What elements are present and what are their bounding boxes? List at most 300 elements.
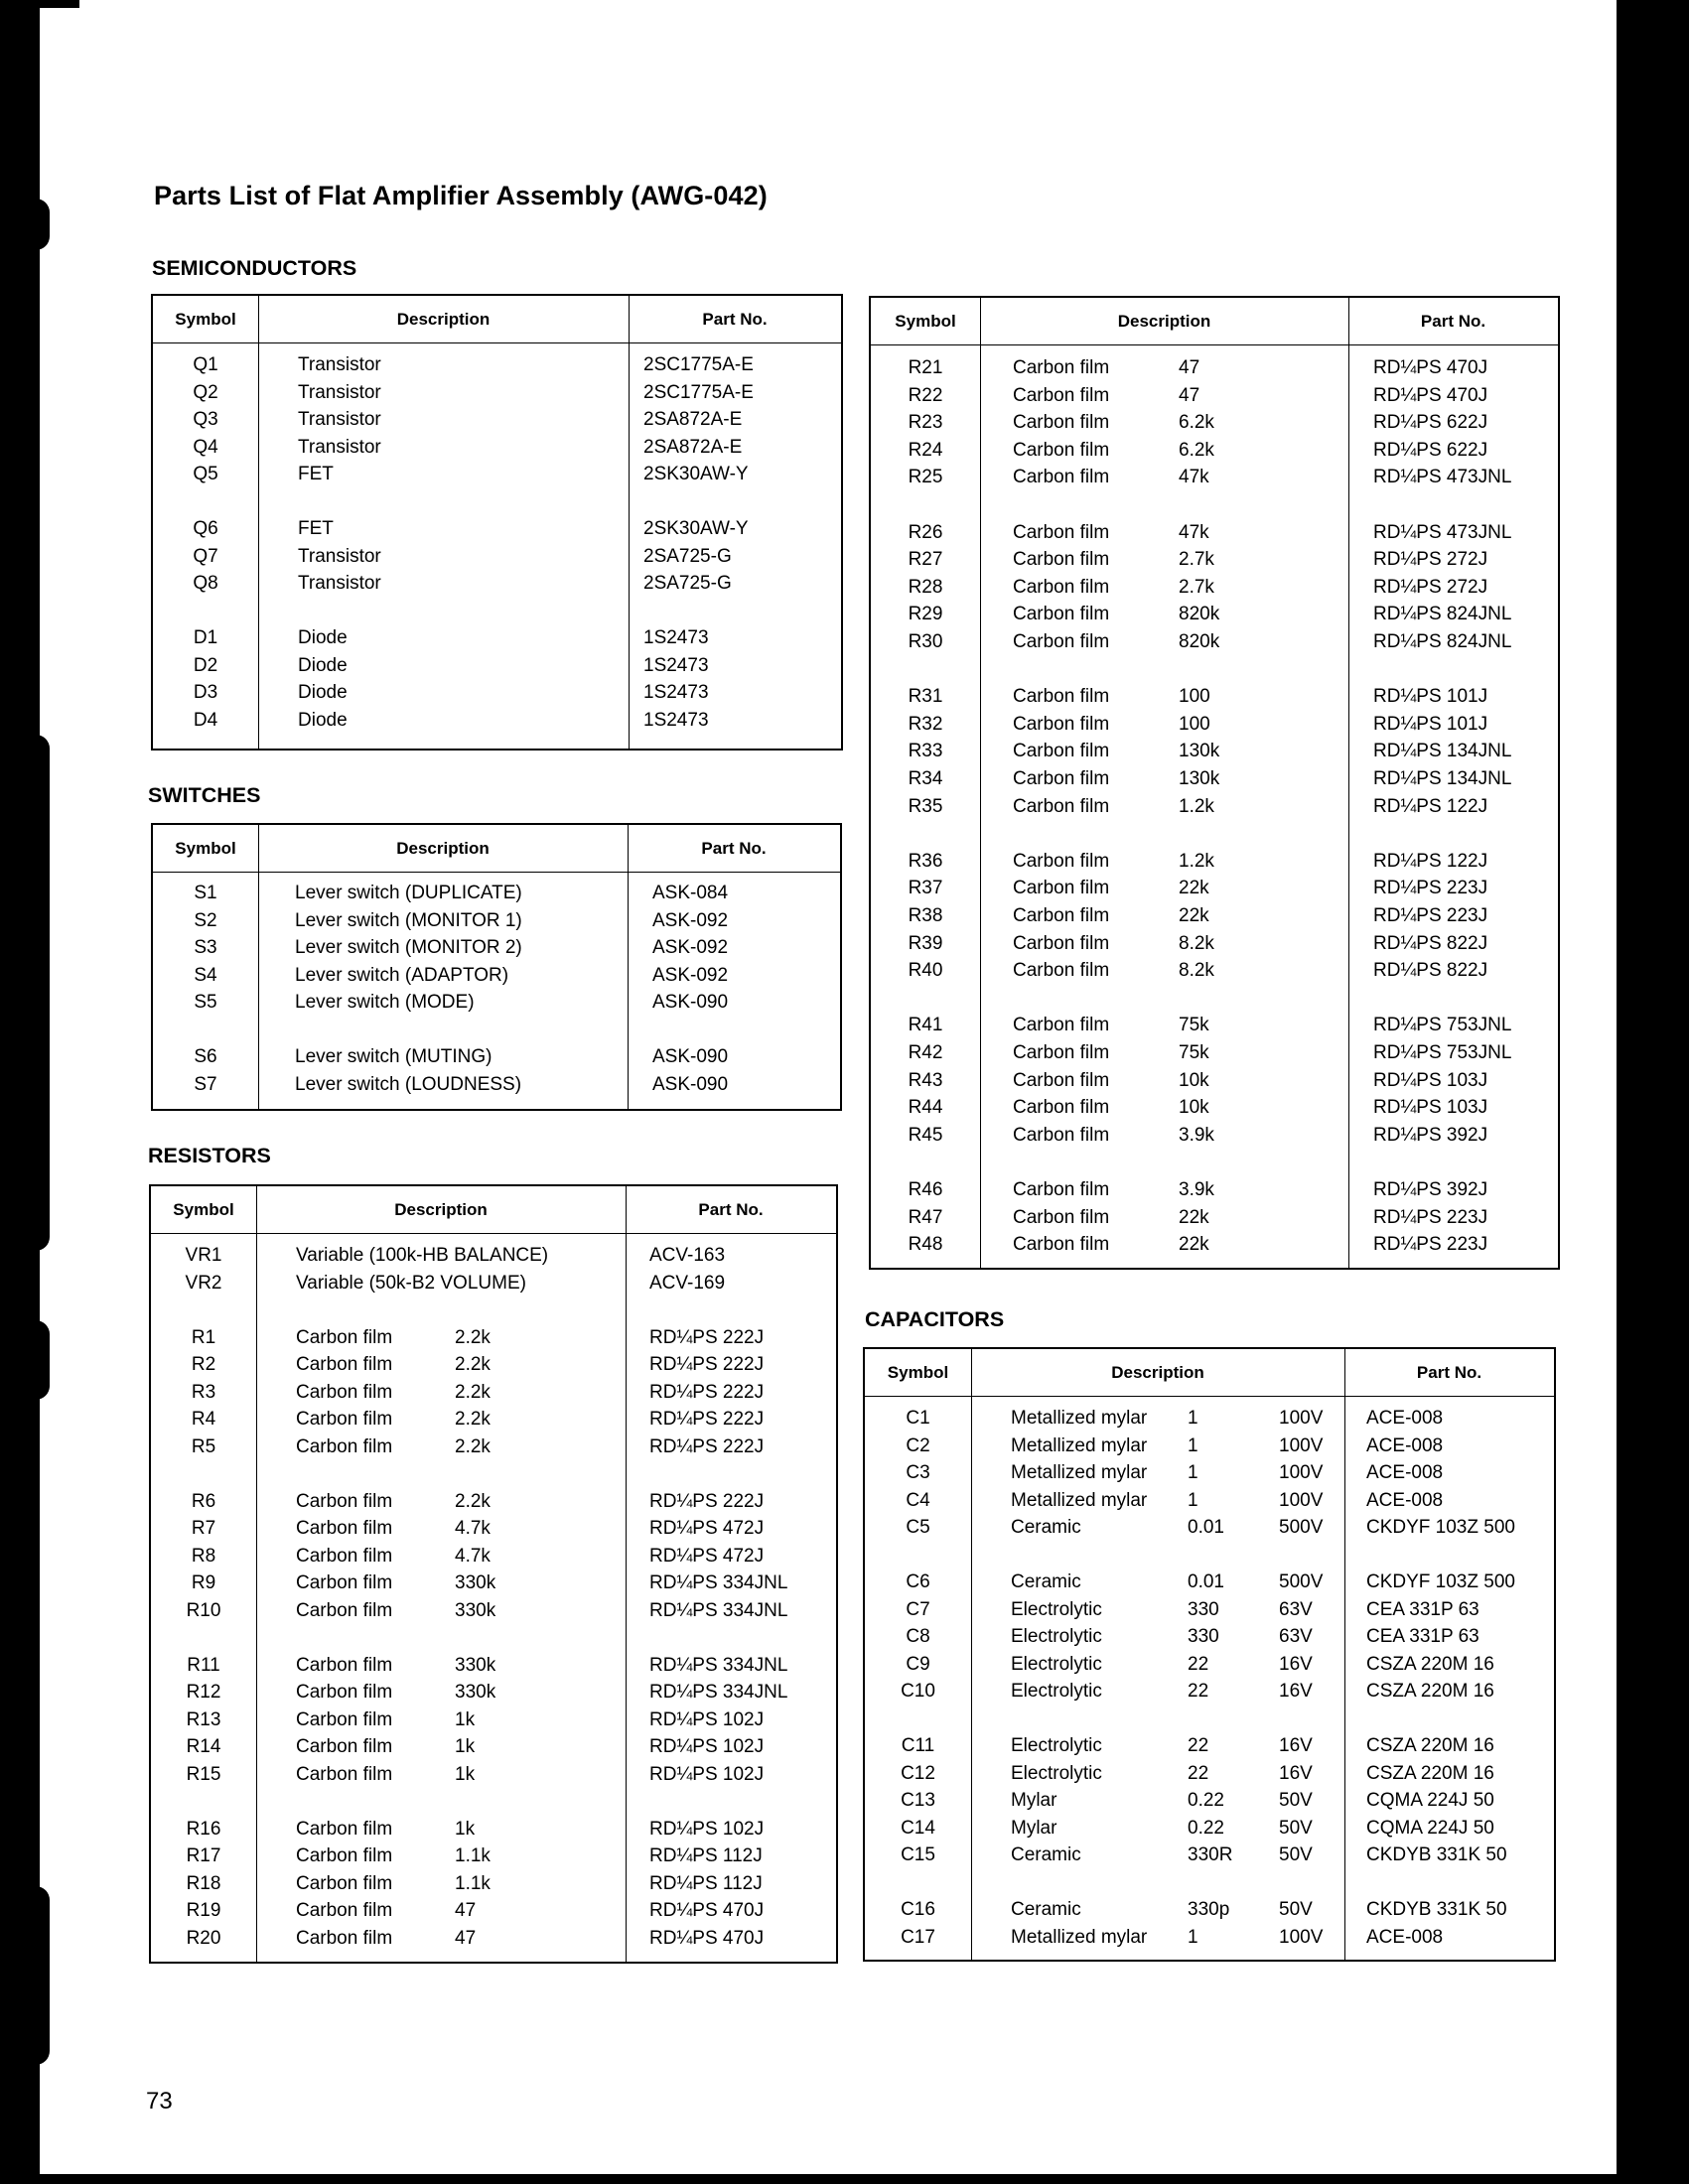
row-description: Carbon film — [296, 1845, 393, 1866]
table-row — [871, 574, 1558, 602]
row-value: 47k — [1179, 467, 1209, 488]
row-part-no: 2SA725-G — [643, 573, 732, 594]
table-row — [151, 1843, 836, 1870]
scan-edge-bottom — [0, 2174, 1689, 2184]
row-part-no: ASK-090 — [652, 992, 729, 1013]
row-symbol: R28 — [908, 576, 943, 598]
row-description: Lever switch (MONITOR 2) — [295, 937, 522, 958]
row-symbol: VR1 — [185, 1245, 222, 1266]
row-part-no: ACE-008 — [1366, 1434, 1444, 1456]
row-description: Carbon film — [296, 1736, 393, 1757]
row-description: Lever switch (LOUDNESS) — [295, 1073, 522, 1095]
table-row — [153, 406, 841, 434]
row-description: Carbon film — [296, 1872, 393, 1894]
table-row — [871, 409, 1558, 437]
row-symbol: C13 — [901, 1790, 935, 1811]
row-value: 330k — [455, 1599, 496, 1621]
table-row — [153, 907, 840, 935]
column-header-description: Description — [1117, 312, 1211, 331]
row-value: 2.7k — [1179, 576, 1214, 598]
table-row — [871, 1176, 1558, 1204]
row-symbol: R47 — [908, 1206, 943, 1228]
table-row — [871, 793, 1558, 821]
table-row — [153, 707, 841, 735]
row-part-no: ASK-092 — [652, 937, 729, 958]
row-description: Lever switch (DUPLICATE) — [295, 883, 522, 903]
row-part-no: RD¼PS 222J — [649, 1354, 765, 1375]
row-symbol: Q3 — [193, 409, 218, 430]
row-part-no: RD¼PS 272J — [1373, 576, 1488, 598]
row-value: 130k — [1179, 741, 1220, 762]
row-description: Carbon film — [1013, 1179, 1110, 1200]
table-row — [865, 1842, 1554, 1869]
row-part-no: RD¼PS 470J — [1373, 357, 1488, 378]
row-symbol: R17 — [186, 1845, 221, 1866]
column-header-part-no: Part No. — [701, 839, 767, 858]
row-voltage: 500V — [1279, 1571, 1324, 1592]
row-value: 330k — [455, 1572, 496, 1593]
row-value: 2.7k — [1179, 549, 1214, 571]
row-part-no: RD¼PS 122J — [1373, 850, 1488, 872]
row-value: 330 — [1188, 1598, 1219, 1620]
row-description: Variable (100k-HB BALANCE) — [296, 1245, 549, 1266]
row-symbol: R42 — [908, 1042, 943, 1063]
table-row — [153, 934, 840, 962]
row-description: Carbon film — [296, 1518, 393, 1539]
row-value: 820k — [1179, 604, 1220, 625]
row-symbol: R26 — [908, 521, 943, 543]
row-value: 75k — [1179, 1015, 1209, 1036]
row-part-no: 2SC1775A-E — [643, 381, 754, 403]
table-row — [871, 875, 1558, 902]
row-part-no: CKDYF 103Z 500 — [1366, 1517, 1515, 1538]
row-part-no: ASK-084 — [652, 883, 729, 903]
row-description: Ceramic — [1011, 1844, 1081, 1865]
row-value: 2.2k — [455, 1381, 491, 1403]
row-value: 0.22 — [1188, 1790, 1224, 1811]
row-voltage: 100V — [1279, 1926, 1324, 1948]
row-part-no: ASK-092 — [652, 909, 729, 931]
row-part-no: RD¼PS 822J — [1373, 932, 1488, 954]
row-symbol: R43 — [908, 1069, 943, 1091]
row-description: Metallized mylar — [1011, 1408, 1148, 1429]
row-value: 22 — [1188, 1653, 1209, 1675]
table-row — [151, 1488, 836, 1516]
table-row — [871, 546, 1558, 574]
row-value: 10k — [1179, 1069, 1209, 1091]
row-description: Metallized mylar — [1011, 1489, 1148, 1511]
row-description: Metallized mylar — [1011, 1462, 1148, 1483]
row-symbol: R22 — [908, 384, 943, 406]
row-part-no: ACE-008 — [1366, 1489, 1444, 1511]
row-description: Carbon film — [296, 1818, 393, 1840]
row-value: 4.7k — [455, 1545, 491, 1567]
row-description: Transistor — [298, 436, 381, 458]
row-value: 22 — [1188, 1735, 1209, 1756]
row-part-no: RD¼PS 473JNL — [1373, 467, 1512, 488]
row-symbol: R41 — [908, 1015, 943, 1036]
row-value: 820k — [1179, 631, 1220, 652]
row-symbol: S1 — [194, 883, 217, 903]
row-description: Carbon film — [1013, 850, 1110, 872]
row-value: 1 — [1188, 1408, 1198, 1429]
row-description: Ceramic — [1011, 1571, 1081, 1592]
row-symbol: S6 — [194, 1046, 217, 1067]
row-voltage: 16V — [1279, 1653, 1313, 1675]
row-value: 0.01 — [1188, 1517, 1224, 1538]
row-value: 2.2k — [455, 1326, 491, 1348]
row-symbol: R16 — [186, 1818, 221, 1840]
row-symbol: C8 — [906, 1626, 930, 1647]
row-part-no: RD¼PS 222J — [649, 1326, 765, 1348]
row-description: Electrolytic — [1011, 1598, 1102, 1620]
row-symbol: R36 — [908, 850, 943, 872]
table-row — [865, 1569, 1554, 1596]
row-value: 1.1k — [455, 1845, 491, 1866]
row-symbol: R1 — [191, 1326, 216, 1348]
row-symbol: R46 — [908, 1179, 943, 1200]
row-value: 2.2k — [455, 1354, 491, 1375]
row-symbol: R11 — [187, 1654, 220, 1676]
table-row — [151, 1652, 836, 1680]
table-header — [153, 825, 840, 873]
row-symbol: Q7 — [193, 545, 218, 567]
table-header — [151, 1186, 836, 1234]
table-row — [871, 848, 1558, 876]
table-row — [865, 1815, 1554, 1843]
table-row — [865, 1433, 1554, 1460]
table-row — [865, 1896, 1554, 1924]
row-description: FET — [298, 464, 334, 484]
row-symbol: D4 — [193, 709, 218, 731]
row-description: Carbon film — [1013, 521, 1110, 543]
table-row — [153, 434, 841, 462]
row-voltage: 50V — [1279, 1817, 1313, 1839]
row-part-no: RD¼PS 223J — [1373, 1206, 1488, 1228]
column-header-description: Description — [396, 310, 491, 329]
row-description: Carbon film — [296, 1381, 393, 1403]
row-value: 47k — [1179, 521, 1209, 543]
binding-edge — [30, 1886, 50, 2065]
row-part-no: RD¼PS 470J — [649, 1927, 765, 1949]
resistors-table-left — [149, 1184, 838, 1964]
row-part-no: RD¼PS 102J — [649, 1763, 765, 1785]
row-description: Ceramic — [1011, 1899, 1081, 1920]
row-part-no: RD¼PS 112J — [649, 1845, 763, 1866]
table-row — [151, 1897, 836, 1925]
row-part-no: ASK-092 — [652, 964, 729, 986]
row-description: Diode — [298, 682, 348, 703]
row-value: 22k — [1179, 905, 1209, 926]
row-symbol: C16 — [901, 1899, 935, 1920]
row-voltage: 50V — [1279, 1899, 1313, 1920]
row-description: Carbon film — [296, 1708, 393, 1730]
row-value: 1.2k — [1179, 850, 1214, 872]
table-row — [865, 1924, 1554, 1952]
row-symbol: R30 — [908, 631, 943, 652]
row-description: Carbon film — [296, 1545, 393, 1567]
row-symbol: R14 — [186, 1736, 221, 1757]
row-value: 1.2k — [1179, 795, 1214, 817]
table-row — [151, 1433, 836, 1461]
row-part-no: RD¼PS 102J — [649, 1708, 765, 1730]
table-row — [151, 1870, 836, 1898]
row-symbol: R37 — [908, 878, 943, 899]
table-row — [865, 1487, 1554, 1515]
row-voltage: 100V — [1279, 1489, 1324, 1511]
row-symbol: Q4 — [193, 436, 218, 458]
row-description: Carbon film — [1013, 905, 1110, 926]
row-value: 2.2k — [455, 1409, 491, 1430]
row-part-no: CQMA 224J 50 — [1366, 1790, 1494, 1811]
row-description: Carbon film — [1013, 768, 1110, 789]
row-voltage: 100V — [1279, 1434, 1324, 1456]
row-symbol: R18 — [186, 1872, 221, 1894]
column-header-part-no: Part No. — [698, 1200, 764, 1219]
row-symbol: R24 — [908, 439, 943, 461]
table-row — [153, 515, 841, 543]
row-description: Lever switch (MODE) — [295, 992, 475, 1013]
row-part-no: RD¼PS 753JNL — [1373, 1042, 1512, 1063]
row-description: Diode — [298, 627, 348, 648]
row-description: Carbon film — [296, 1354, 393, 1375]
row-description: Diode — [298, 709, 348, 731]
table-row — [153, 624, 841, 652]
row-part-no: RD¼PS 222J — [649, 1435, 765, 1457]
row-voltage: 50V — [1279, 1790, 1313, 1811]
row-symbol: C12 — [901, 1762, 935, 1784]
table-row — [153, 570, 841, 598]
row-symbol: R45 — [908, 1124, 943, 1146]
row-part-no: ACV-163 — [649, 1245, 726, 1266]
scan-edge-top — [0, 0, 79, 8]
row-symbol: R15 — [186, 1763, 221, 1785]
row-description: Mylar — [1011, 1790, 1057, 1811]
row-symbol: R44 — [908, 1097, 943, 1119]
row-symbol: C10 — [901, 1681, 935, 1702]
row-description: Carbon film — [1013, 1097, 1110, 1119]
row-description: Carbon film — [1013, 1015, 1110, 1036]
row-part-no: 2SK30AW-Y — [643, 464, 749, 484]
table-row — [871, 683, 1558, 711]
table-row — [151, 1543, 836, 1570]
row-symbol: R34 — [908, 768, 943, 789]
row-part-no: ACE-008 — [1366, 1926, 1444, 1948]
row-description: Carbon film — [1013, 631, 1110, 652]
row-description: Carbon film — [296, 1435, 393, 1457]
row-symbol: C11 — [901, 1735, 935, 1756]
binding-hole — [30, 1320, 50, 1400]
row-part-no: RD¼PS 470J — [1373, 384, 1488, 406]
row-value: 130k — [1179, 768, 1220, 789]
row-part-no: RD¼PS 223J — [1373, 878, 1488, 899]
table-row — [153, 962, 840, 990]
row-description: Carbon film — [296, 1763, 393, 1785]
row-symbol: R23 — [908, 412, 943, 434]
row-description: Carbon film — [1013, 549, 1110, 571]
table-row — [151, 1597, 836, 1625]
row-description: Carbon film — [296, 1654, 393, 1676]
table-row — [153, 652, 841, 680]
row-description: Mylar — [1011, 1817, 1057, 1839]
row-value: 1k — [455, 1708, 476, 1730]
row-value: 100 — [1179, 686, 1210, 708]
row-voltage: 100V — [1279, 1462, 1324, 1483]
row-description: Carbon film — [1013, 960, 1110, 982]
row-description: Carbon film — [1013, 357, 1110, 378]
row-symbol: C6 — [906, 1571, 930, 1592]
table-row — [865, 1623, 1554, 1651]
row-description: Carbon film — [1013, 1069, 1110, 1091]
section-heading-semiconductors: SEMICONDUCTORS — [152, 256, 357, 280]
row-symbol: R25 — [908, 467, 943, 488]
table-row — [865, 1459, 1554, 1487]
row-value: 100 — [1179, 713, 1210, 735]
row-symbol: S7 — [194, 1073, 217, 1095]
row-symbol: C4 — [906, 1489, 930, 1511]
row-symbol: Q8 — [193, 573, 218, 594]
row-symbol: R3 — [191, 1381, 216, 1403]
row-value: 1.1k — [455, 1872, 491, 1894]
row-value: 330 — [1188, 1626, 1219, 1647]
row-part-no: ACE-008 — [1366, 1408, 1444, 1429]
table-row — [865, 1596, 1554, 1624]
row-part-no: 1S2473 — [643, 654, 709, 676]
table-row — [151, 1706, 836, 1734]
row-symbol: R40 — [908, 960, 943, 982]
row-description: FET — [298, 518, 334, 539]
row-part-no: RD¼PS 334JNL — [649, 1572, 788, 1593]
row-description: Carbon film — [1013, 878, 1110, 899]
table-row — [151, 1816, 836, 1843]
row-symbol: C7 — [906, 1598, 930, 1620]
table-row — [151, 1406, 836, 1433]
row-value: 22 — [1188, 1681, 1209, 1702]
table-row — [871, 902, 1558, 930]
row-value: 330k — [455, 1654, 496, 1676]
row-part-no: CKDYB 331K 50 — [1366, 1844, 1507, 1865]
row-symbol: R48 — [908, 1234, 943, 1256]
column-header-part-no: Part No. — [1420, 312, 1486, 331]
row-symbol: S2 — [194, 909, 217, 931]
row-symbol: Q1 — [193, 354, 218, 375]
row-symbol: R19 — [186, 1900, 221, 1921]
row-symbol: R21 — [908, 357, 943, 378]
row-part-no: ACV-169 — [649, 1272, 726, 1294]
table-row — [153, 351, 841, 379]
table-header — [865, 1349, 1554, 1397]
row-symbol: R20 — [186, 1927, 221, 1949]
table-row — [151, 1324, 836, 1352]
row-value: 3.9k — [1179, 1179, 1214, 1200]
table-row — [153, 880, 840, 907]
row-value: 22 — [1188, 1762, 1209, 1784]
scan-edge-right — [1617, 0, 1689, 2184]
row-description: Carbon film — [1013, 384, 1110, 406]
row-description: Carbon film — [296, 1900, 393, 1921]
table-row — [153, 379, 841, 407]
row-part-no: RD¼PS 470J — [649, 1900, 765, 1921]
row-part-no: CSZA 220M 16 — [1366, 1681, 1494, 1702]
row-description: Ceramic — [1011, 1517, 1081, 1538]
table-row — [865, 1787, 1554, 1815]
row-part-no: RD¼PS 822J — [1373, 960, 1488, 982]
table-row — [153, 543, 841, 571]
row-voltage: 100V — [1279, 1408, 1324, 1429]
row-symbol: C14 — [901, 1817, 935, 1839]
row-symbol: R35 — [908, 795, 943, 817]
row-voltage: 500V — [1279, 1517, 1324, 1538]
row-symbol: C2 — [906, 1434, 930, 1456]
row-description: Electrolytic — [1011, 1681, 1102, 1702]
row-part-no: CKDYF 103Z 500 — [1366, 1571, 1515, 1592]
table-row — [871, 765, 1558, 793]
table-row — [865, 1678, 1554, 1706]
resistors-table-right — [869, 296, 1560, 1270]
table-row — [153, 461, 841, 488]
row-part-no: RD¼PS 472J — [649, 1518, 765, 1539]
row-part-no: CEA 331P 63 — [1366, 1626, 1479, 1647]
table-row — [151, 1733, 836, 1761]
column-header-symbol: Symbol — [175, 310, 236, 329]
row-symbol: C15 — [901, 1844, 935, 1865]
row-description: Carbon film — [1013, 467, 1110, 488]
row-description: Carbon film — [1013, 741, 1110, 762]
row-part-no: RD¼PS 622J — [1373, 439, 1488, 461]
row-value: 1 — [1188, 1434, 1198, 1456]
row-value: 1k — [455, 1818, 476, 1840]
row-part-no: RD¼PS 222J — [649, 1409, 765, 1430]
row-value: 1 — [1188, 1926, 1198, 1948]
row-part-no: 1S2473 — [643, 682, 709, 703]
table-row — [151, 1242, 836, 1270]
row-value: 330p — [1188, 1899, 1230, 1920]
table-row — [865, 1760, 1554, 1788]
row-part-no: RD¼PS 824JNL — [1373, 631, 1512, 652]
table-row — [871, 1067, 1558, 1095]
row-symbol: D1 — [193, 627, 218, 648]
row-description: Metallized mylar — [1011, 1434, 1148, 1456]
row-symbol: R13 — [186, 1708, 221, 1730]
row-description: Carbon film — [1013, 1042, 1110, 1063]
table-row — [871, 1231, 1558, 1259]
row-description: Transistor — [298, 381, 381, 403]
row-value: 22k — [1179, 1234, 1209, 1256]
row-value: 8.2k — [1179, 960, 1214, 982]
row-description: Carbon film — [1013, 1124, 1110, 1146]
row-part-no: CSZA 220M 16 — [1366, 1735, 1494, 1756]
row-part-no: 1S2473 — [643, 627, 709, 648]
row-voltage: 16V — [1279, 1681, 1313, 1702]
row-part-no: CSZA 220M 16 — [1366, 1762, 1494, 1784]
row-symbol: R6 — [191, 1490, 216, 1512]
row-value: 0.22 — [1188, 1817, 1224, 1839]
page-number: 73 — [146, 2088, 173, 2115]
row-value: 6.2k — [1179, 439, 1214, 461]
row-part-no: RD¼PS 622J — [1373, 412, 1488, 434]
row-description: Transistor — [298, 545, 381, 567]
row-value: 330R — [1188, 1844, 1233, 1865]
column-header-part-no: Part No. — [702, 310, 768, 329]
row-part-no: ASK-090 — [652, 1046, 729, 1067]
row-value: 47 — [455, 1927, 477, 1949]
table-row — [871, 354, 1558, 382]
row-part-no: RD¼PS 334JNL — [649, 1599, 788, 1621]
table-row — [865, 1514, 1554, 1542]
row-part-no: RD¼PS 103J — [1373, 1097, 1488, 1119]
row-part-no: RD¼PS 101J — [1373, 713, 1488, 735]
row-symbol: R27 — [908, 549, 943, 571]
